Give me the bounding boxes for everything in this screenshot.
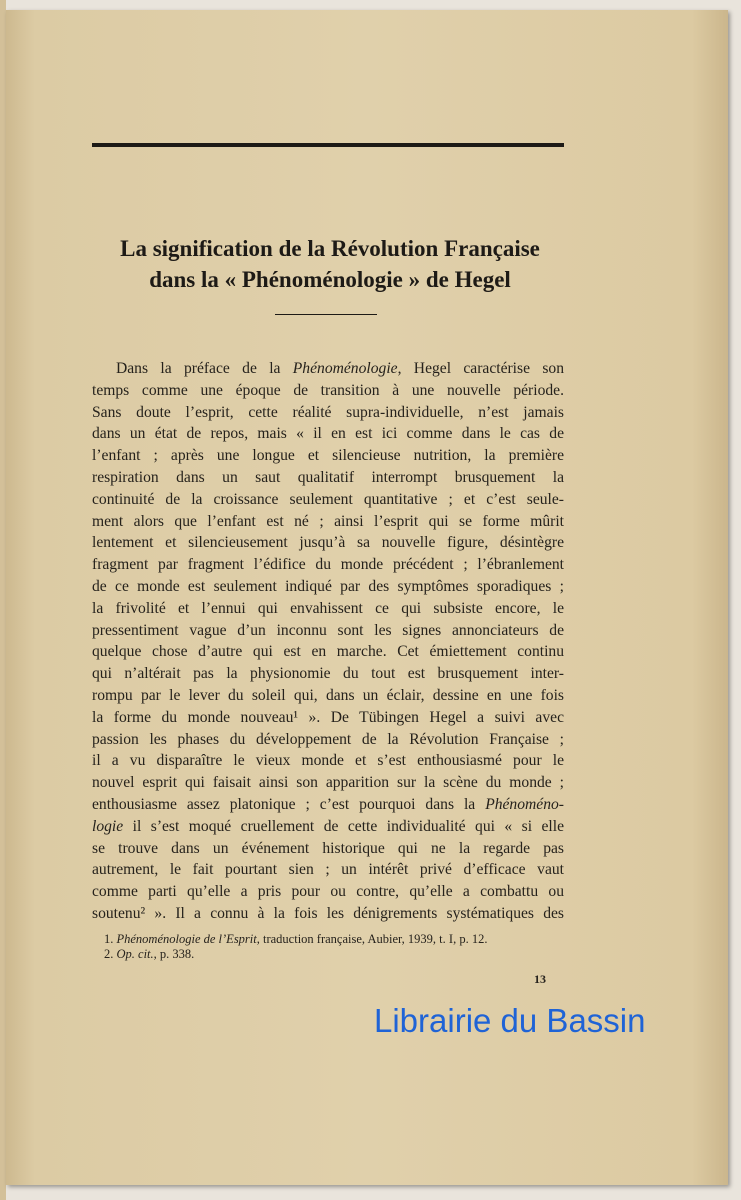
text-line <box>92 511 564 533</box>
text-line <box>92 445 564 467</box>
text-line <box>92 816 564 838</box>
text-segment: quelque chose d’autre qui est en marche. Cet émiettement continu <box>92 643 564 661</box>
italic-text: logie <box>92 817 124 835</box>
text-line <box>92 598 564 620</box>
text-segment: Dans la préface de la <box>116 360 293 377</box>
page-number: 13 <box>534 972 546 986</box>
text-line <box>92 794 564 816</box>
text-line <box>92 729 564 751</box>
text-segment: qui n’altérait pas la physionomie du tout est brusquement inter- <box>92 665 564 683</box>
text-segment: continuité de la croissance seulement quantitative ; et c’est seule- <box>92 490 564 508</box>
text-segment: lentement et silencieusement jusqu’à sa nouvelle figure, désintègre <box>92 534 564 552</box>
text-segment: l’enfant ; après une longue et silencieuse nutrition, la première <box>92 447 564 465</box>
italic-text: Phénoménologie de l’Esprit <box>116 932 257 946</box>
text-line <box>92 663 564 685</box>
text-segment: nouvel esprit qui faisait ainsi son apparition sur la scène du monde ; <box>92 774 564 792</box>
text-segment: fragment par fragment l’édifice du monde précédent ; l’ébranlement <box>92 556 564 574</box>
text-segment: , traduction française, Aubier, 1939, t. I, p. 12. <box>256 932 488 946</box>
text-segment: , p. 338. <box>153 947 195 961</box>
text-line <box>92 554 564 576</box>
text-segment: pressentiment vague d’un inconnu sont les signes annonciateurs de <box>92 621 564 639</box>
text-segment: , Hegel caractérise son <box>397 360 564 377</box>
text-segment: soutenu² ». Il a connu à la fois les dénigrements systématiques des <box>92 904 564 922</box>
text-segment: rompu par le lever du soleil qui, dans un éclair, dessine en une fois <box>92 686 564 704</box>
italic-text: Phénoméno- <box>485 795 564 813</box>
chapter-title-line-1: La signification de la Révolution Française <box>120 236 540 261</box>
text-segment: de ce monde est seulement indiqué par des symptômes sporadiques ; <box>92 577 564 595</box>
text-segment: Sans doute l’esprit, cette réalité supra-individuelle, n’est jamais <box>92 403 564 421</box>
text-line <box>92 772 564 794</box>
text-segment: dans un état de repos, mais « il en est ici comme dans le cas de <box>92 425 564 443</box>
text-segment: la frivolité et l’ennui qui envahissent ce qui subsiste encore, le <box>92 599 564 617</box>
text-line <box>92 707 564 729</box>
text-segment: il a vu disparaître le vieux monde et s’est enthousiasmé pour le <box>92 752 564 770</box>
text-line <box>92 750 564 772</box>
title-rule <box>275 314 377 315</box>
text-line <box>92 838 564 860</box>
footnote <box>104 947 554 962</box>
text-segment: temps comme une époque de transition à une nouvelle période. <box>92 381 564 399</box>
text-segment: respiration dans un saut qualitatif interrompt brusquement la <box>92 468 564 486</box>
text-line <box>92 358 564 380</box>
text-line <box>92 685 564 707</box>
footnote <box>104 932 554 947</box>
text-line <box>92 859 564 881</box>
footnotes <box>104 932 554 962</box>
italic-text: Op. cit. <box>116 947 154 961</box>
text-line <box>92 402 564 424</box>
header-rule <box>92 143 564 147</box>
text-segment: autrement, le fait pourtant sien ; un intérêt privé d’efficace vaut <box>92 861 564 879</box>
text-segment: passion les phases du développement de la Révolution Française ; <box>92 730 564 748</box>
text-segment: il s’est moqué cruellement de cette individualité qui « si elle <box>123 817 564 835</box>
text-line <box>92 903 564 925</box>
watermark: Librairie du Bassin <box>374 1002 646 1039</box>
text-segment: ment alors que l’enfant est né ; ainsi l’esprit qui se forme mûrit <box>92 512 564 530</box>
chapter-title-line-2: dans la « Phénoménologie » de Hegel <box>149 267 511 292</box>
text-segment: comme parti qu’elle a pris pour ou contre, qu’elle a combattu ou <box>92 883 564 901</box>
body-text <box>92 358 564 925</box>
text-segment: enthousiasme assez platonique ; c’est pourquoi dans la <box>92 795 486 813</box>
text-line <box>92 532 564 554</box>
text-segment: 2. <box>104 947 117 961</box>
text-line <box>92 881 564 903</box>
text-segment: la forme du monde nouveau¹ ». De Tübingen Hegel a suivi avec <box>92 708 564 726</box>
text-line <box>92 641 564 663</box>
text-segment: 1. <box>104 932 117 946</box>
text-segment: se trouve dans un événement historique qui ne la regarde pas <box>92 839 564 857</box>
italic-text: Phénoménologie <box>292 360 398 377</box>
text-line <box>92 423 564 445</box>
text-line <box>92 467 564 489</box>
text-line <box>92 576 564 598</box>
text-line <box>92 380 564 402</box>
text-line <box>92 489 564 511</box>
text-line <box>92 620 564 642</box>
